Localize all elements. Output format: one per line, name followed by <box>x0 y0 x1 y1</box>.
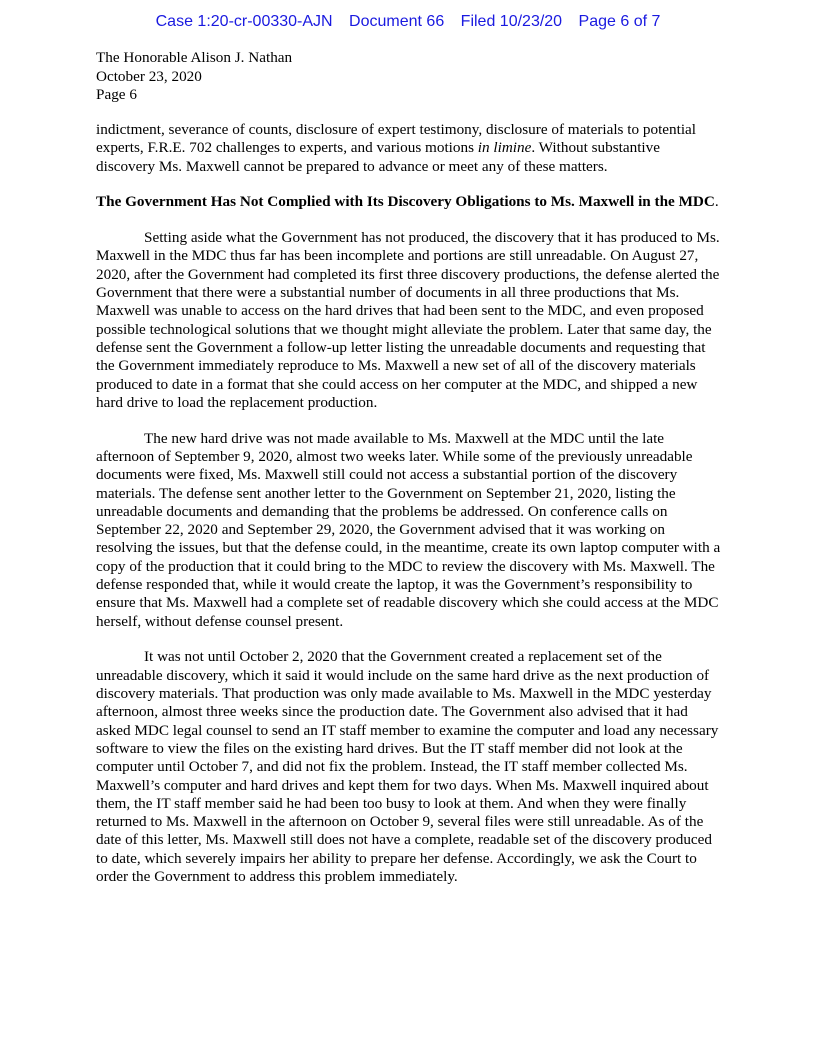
section-heading: The Government Has Not Complied with Its Discovery Obligations to Ms. Maxwell in the MDC. <box>96 193 719 211</box>
filed-date: Filed 10/23/20 <box>460 13 563 30</box>
paragraph: It was not until October 2, 2020 that the Government created a replacement set of the unreadable discovery, which it said it would include on the same hard drive as the next production of discovery materials. That production was only made available to Ms. Maxwell in the MDC yesterday afternoon, almost three weeks since the production date. The Government also advised that it had asked MDC legal counsel to send an IT staff member to examine the computer and load any necessary software to view the files on the existing hard drives. But the IT staff member did not look at the computer until October 7, and did not fix the problem. Instead, the IT staff member collected Ms. Maxwell’s computer and hard drives and kept them for two days. When Ms. Maxwell inquired about them, the IT staff member said he had been too busy to look at them. And when they were finally returned to Ms. Maxwell in the afternoon on October 9, several files were still unreadable. As of the date of this letter, Ms. Maxwell still does not have a complete, readable set of the discovery produced to date, which severely impairs her ability to prepare her defense. Accordingly, we ask the Court to order the Government to address this problem immediately. <box>96 648 719 885</box>
letter-page-number: Page 6 <box>96 86 137 103</box>
recipient: The Honorable Alison J. Nathan <box>96 49 293 66</box>
letter-date: October 23, 2020 <box>96 67 202 85</box>
paragraph-continuation: indictment, severance of counts, disclosure of expert testimony, disclosure of materials to potential experts, F.R.E. 702 challenges to experts, and various motions in limine. Without substantive discovery Ms. Maxwell cannot be prepared to advance or meet any of these matters. <box>96 121 697 175</box>
italic-term: in limine <box>477 139 532 157</box>
ecf-filing-header <box>0 13 816 31</box>
case-number: Case 1:20-cr-00330-AJN <box>155 13 333 30</box>
document-number: Document 66 <box>349 13 445 30</box>
letter-address-block <box>96 49 292 105</box>
letter-body <box>96 121 722 904</box>
paragraph: The new hard drive was not made available to Ms. Maxwell at the MDC until the late afternoon of September 9, 2020, almost two weeks later. While some of the previously unreadable documents were fixed, Ms. Maxwell still could not access a substantial portion of the discovery materials. The defense sent another letter to the Government on September 21, 2020, listing the unreadable documents and demanding that the problems be addressed. On conference calls on September 22, 2020 and September 29, 2020, the Government advised that it was working on resolving the issues, but that the defense could, in the meantime, create its own laptop computer with a copy of the production that it could bring to the MDC to review the discovery with Ms. Maxwell. The defense responded that, while it would create the laptop, it was the Government’s responsibility to ensure that Ms. Maxwell had a complete set of readable discovery which she could access at the MDC herself, without defense counsel present. <box>96 429 721 630</box>
paragraph: Setting aside what the Government has not produced, the discovery that it has produced to Ms. Maxwell in the MDC thus far has been incomplete and portions are still unreadable. On August 27, 2020, after the Government had completed its first three discovery productions, the defense alerted the Government that there were a substantial number of documents in all three productions that Ms. Maxwell was unable to access on the hard drives that had been sent to the MDC, and even proposed possible technological solutions that we thought might alleviate the problem. Later that same day, the defense sent the Government a follow-up letter listing the unreadable documents and requesting that the Government immediately reproduce to Ms. Maxwell a new set of all of the discovery materials produced to date in a format that she could access on her computer at the MDC, and shipped a new hard drive to load the replacement production. <box>96 229 720 411</box>
page-indicator: Page 6 of 7 <box>578 13 661 30</box>
